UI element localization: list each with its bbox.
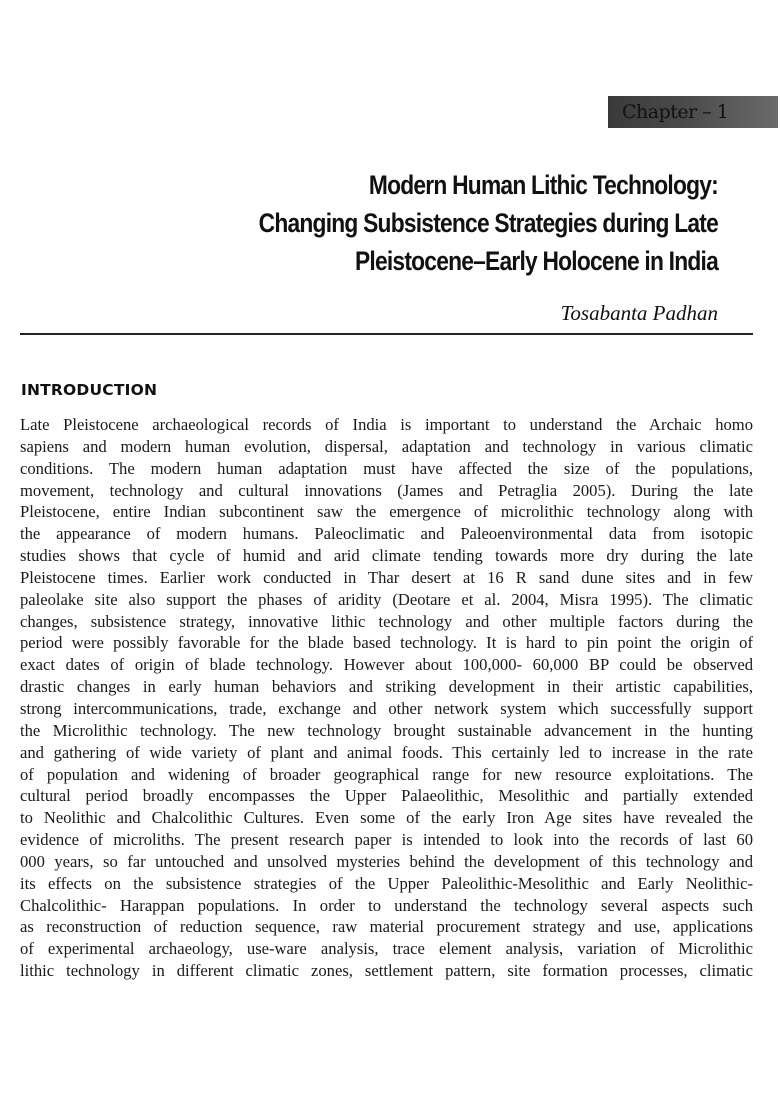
title-line: Modern Human Lithic Technology: <box>368 170 718 200</box>
title-line: Pleistocene–Early Holocene in India <box>354 246 718 276</box>
text-line: Pleistocene times. Earlier work conducted in Thar desert at 16 R sand dune sites and in few <box>20 567 753 587</box>
text-line: as reconstruction of reduction sequence, raw material procurement strategy and use, applications <box>20 917 753 937</box>
text-line: paleolake site also support the phases of aridity (Deotare et al. 2004, Misra 1995). The climatic <box>20 589 753 609</box>
text-line: exact dates of origin of blade technology. However about 100,000- 60,000 BP could be observed <box>20 655 753 675</box>
text-line: of population and widening of broader geographical range for new resource exploitations. The <box>20 764 753 784</box>
text-line: to Neolithic and Chalcolithic Cultures. Even some of the early Iron Age sites have revealed the <box>20 808 753 828</box>
title-divider <box>20 333 753 335</box>
body-paragraph <box>20 414 753 982</box>
text-line: cultural period broadly encompasses the Upper Palaeolithic, Mesolithic and partially extended <box>20 786 753 806</box>
section-heading: INTRODUCTION <box>21 381 158 399</box>
chapter-tag: Chapter – 1 <box>608 96 778 128</box>
text-line: movement, technology and cultural innovations (James and Petraglia 2005). During the late <box>20 480 753 500</box>
text-line: Late Pleistocene archaeological records of India is important to understand the Archaic homo <box>20 415 753 434</box>
text-line: studies shows that cycle of humid and arid climate tending towards more dry during the late <box>20 546 753 566</box>
text-line: conditions. The modern human adaptation must have affected the size of the populations, <box>20 458 753 478</box>
text-line: period were possibly favorable for the blade based technology. It is hard to pin point the origin of <box>20 633 753 653</box>
text-line: the appearance of modern humans. Paleoclimatic and Paleoenvironmental data from isotopic <box>20 524 753 544</box>
text-line: sapiens and modern human evolution, dispersal, adaptation and technology in various climatic <box>20 436 753 456</box>
text-line: changes, subsistence strategy, innovative lithic technology and other multiple factors during the <box>20 611 753 631</box>
text-line: and gathering of wide variety of plant and animal foods. This certainly led to increase in the rate <box>20 742 753 762</box>
text-line: Pleistocene, entire Indian subcontinent saw the emergence of microlithic technology along with <box>20 502 753 522</box>
chapter-title <box>202 166 718 280</box>
text-line: its effects on the subsistence strategies of the Upper Paleolithic-Mesolithic and Early Neolithic- <box>20 873 753 893</box>
text-line: strong intercommunications, trade, exchange and other network system which successfully support <box>20 698 753 718</box>
text-line: drastic changes in early human behaviors and striking development in their artistic capabilities, <box>20 677 753 697</box>
text-line: of experimental archaeology, use-ware analysis, trace element analysis, variation of Microlithic <box>20 939 753 959</box>
author-name: Tosabanta Padhan <box>560 301 718 325</box>
text-line: 000 years, so far untouched and unsolved mysteries behind the development of this technology and <box>20 851 753 871</box>
text-line: the Microlithic technology. The new technology brought sustainable advancement in the hunting <box>20 720 753 740</box>
text-line: Chalcolithic- Harappan populations. In order to understand the technology several aspects such <box>20 895 753 915</box>
text-line: lithic technology in different climatic zones, settlement pattern, site formation processes, climatic <box>20 961 753 981</box>
title-line: Changing Subsistence Strategies during Late <box>258 208 718 238</box>
text-line: evidence of microliths. The present research paper is intended to look into the records of last 60 <box>20 830 753 850</box>
